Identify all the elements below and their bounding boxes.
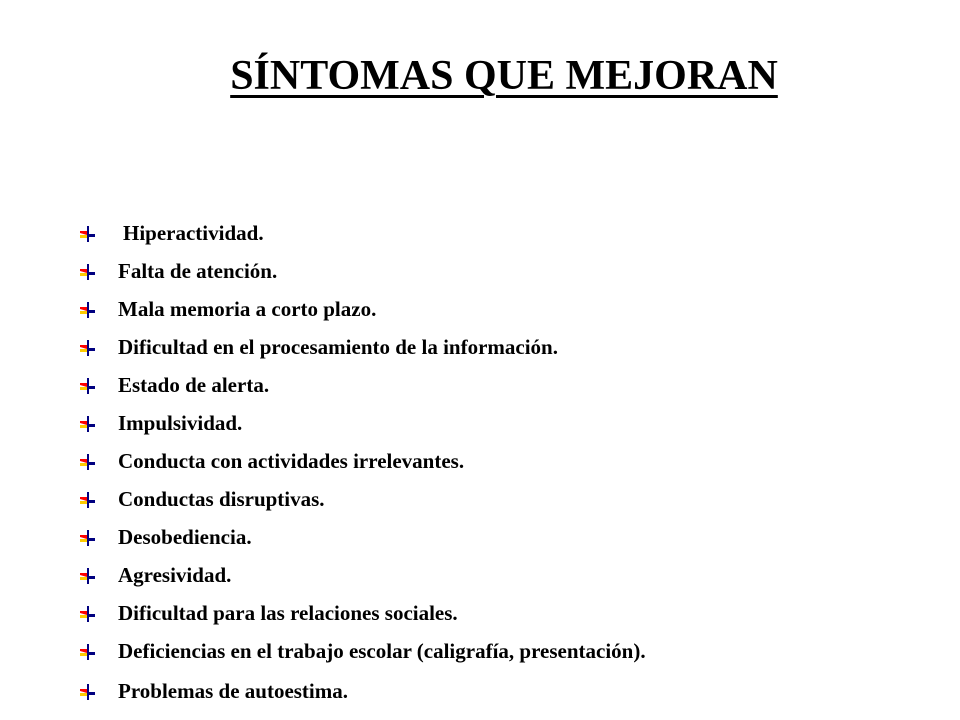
bullet-icon xyxy=(78,377,96,395)
list-item-text: Dificultad en el procesamiento de la información. xyxy=(118,335,558,359)
list-item-text: Hiperactividad. xyxy=(123,221,264,245)
list-item-text: Conductas disruptivas. xyxy=(118,487,325,511)
bullet-icon xyxy=(78,605,96,623)
bullet-icon xyxy=(78,339,96,357)
list-item-text: Problemas de autoestima. xyxy=(118,679,349,703)
list-item-text: Estado de alerta. xyxy=(118,373,270,397)
list-item-text: Deficiencias en el trabajo escolar (caligrafía, presentación). xyxy=(118,639,646,663)
bullet-icon xyxy=(78,225,96,243)
list-item-text: Impulsividad. xyxy=(118,411,243,435)
bullet-icon xyxy=(78,643,96,661)
list-item-text: Mala memoria a corto plazo. xyxy=(118,297,377,321)
list-item-text: Dificultad para las relaciones sociales. xyxy=(118,601,458,625)
list-item-text: Falta de atención. xyxy=(118,259,278,283)
bullet-icon xyxy=(78,453,96,471)
bullet-icon xyxy=(78,529,96,547)
slide-title xyxy=(0,52,960,100)
list-item-text: Agresividad. xyxy=(118,563,232,587)
bullet-icon xyxy=(78,301,96,319)
list-item-text: Desobediencia. xyxy=(118,525,252,549)
bullet-icon xyxy=(78,683,96,701)
slide-title-text: SÍNTOMAS QUE MEJORAN xyxy=(230,53,778,99)
bullet-icon xyxy=(78,491,96,509)
bullet-icon xyxy=(78,567,96,585)
bullet-icon xyxy=(78,415,96,433)
list-item-text: Conducta con actividades irrelevantes. xyxy=(118,449,465,473)
bullet-icon xyxy=(78,263,96,281)
